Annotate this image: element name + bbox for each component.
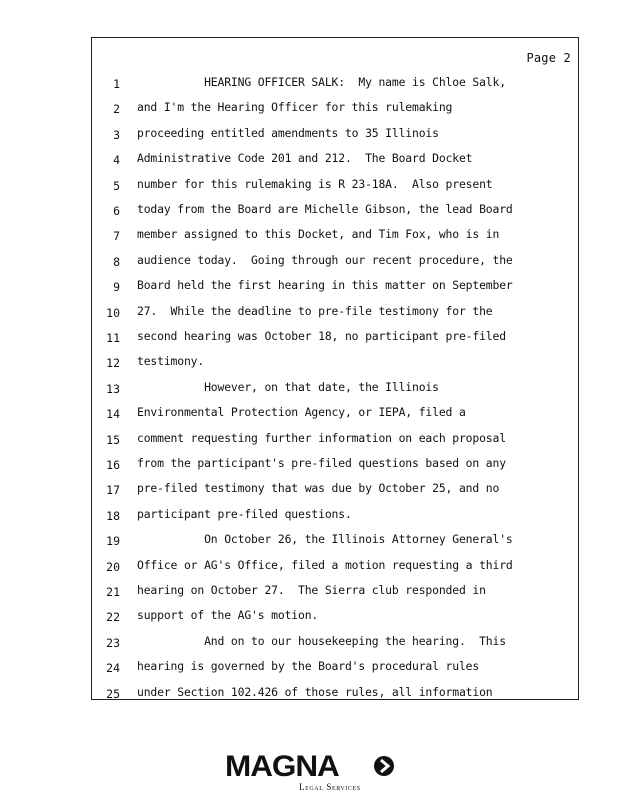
line-text: today from the Board are Michelle Gibson, the lead Board	[137, 202, 513, 216]
line-text: support of the AG's motion.	[137, 608, 319, 623]
transcript-line	[92, 253, 580, 278]
line-number: 1	[113, 77, 120, 91]
transcript-line	[92, 685, 580, 710]
transcript-line	[92, 126, 580, 151]
line-text: pre-filed testimony that was due by October 25, and no	[137, 481, 500, 496]
line-number: 19	[106, 534, 120, 549]
transcript-line	[92, 278, 580, 303]
transcript-line	[92, 583, 580, 608]
line-number: 17	[106, 483, 120, 498]
line-number: 22	[106, 610, 120, 625]
line-number: 20	[106, 559, 120, 574]
logo-wordmark: MAGNA	[225, 750, 339, 783]
logo-subtitle: Legal Services	[299, 782, 361, 792]
line-number: 18	[106, 508, 120, 523]
transcript-line	[92, 177, 580, 202]
line-number: 7	[113, 229, 120, 244]
line-text: number for this rulemaking is R 23-18A. Also present	[137, 176, 493, 191]
transcript-line	[92, 659, 580, 684]
line-text: from the participant's pre-filed questions based on any	[137, 456, 506, 470]
transcript-line	[92, 431, 580, 456]
line-text: under Section 102.426 of those rules, all information	[137, 684, 493, 699]
transcript-line	[92, 329, 580, 354]
line-number: 25	[106, 686, 120, 701]
line-text: hearing on October 27. The Sierra club responded in	[137, 583, 486, 597]
line-text: and I'm the Hearing Officer for this rulemaking	[137, 100, 453, 115]
line-text: Environmental Protection Agency, or IEPA, filed a	[137, 405, 466, 420]
line-text: comment requesting further information on each proposal	[137, 430, 506, 445]
line-number: 15	[106, 432, 120, 447]
line-number: 2	[113, 102, 120, 117]
line-number: 3	[113, 127, 120, 142]
transcript-line	[92, 304, 580, 329]
transcript-line	[92, 202, 580, 227]
line-text: Board held the first hearing in this matter on September	[137, 278, 513, 293]
line-number: 5	[113, 178, 120, 193]
transcript-page	[91, 37, 579, 700]
transcript-line	[92, 75, 580, 100]
line-number: 6	[113, 204, 120, 218]
transcript-line	[92, 354, 580, 379]
transcript-line	[92, 481, 580, 506]
transcript-line	[92, 634, 580, 659]
transcript-line	[92, 558, 580, 583]
transcript-line	[92, 532, 580, 557]
transcript-line	[92, 507, 580, 532]
line-text: HEARING OFFICER SALK: My name is Chloe Salk,	[137, 75, 506, 89]
line-text: member assigned to this Docket, and Tim Fox, who is in	[137, 227, 500, 242]
line-number: 16	[106, 458, 120, 472]
transcript-line	[92, 608, 580, 633]
line-text: participant pre-filed questions.	[137, 506, 352, 521]
line-text: On October 26, the Illinois Attorney General's	[137, 532, 513, 547]
line-number: 8	[113, 254, 120, 269]
line-text: hearing is governed by the Board's procedural rules	[137, 659, 480, 674]
line-number: 9	[113, 280, 120, 295]
line-number: 4	[113, 153, 120, 168]
transcript-line	[92, 380, 580, 405]
line-text: second hearing was October 18, no participant pre-filed	[137, 329, 506, 343]
line-number: 24	[106, 661, 120, 676]
line-number: 21	[106, 585, 120, 599]
transcript-line	[92, 456, 580, 481]
line-number: 13	[106, 381, 120, 396]
transcript-line	[92, 100, 580, 125]
page-number: Page 2	[526, 51, 571, 65]
magna-logo	[225, 752, 400, 792]
line-text: 27. While the deadline to pre-file testimony for the	[137, 303, 493, 318]
line-number: 12	[106, 356, 120, 371]
line-number: 11	[106, 331, 120, 345]
transcript-line	[92, 227, 580, 252]
line-number: 23	[106, 635, 120, 650]
transcript-line	[92, 405, 580, 430]
line-number: 10	[106, 305, 120, 320]
line-text: However, on that date, the Illinois	[137, 379, 439, 394]
line-text: Office or AG's Office, filed a motion requesting a third	[137, 557, 513, 572]
line-text: proceeding entitled amendments to 35 Illinois	[137, 125, 439, 140]
line-text: Administrative Code 201 and 212. The Board Docket	[137, 151, 473, 166]
line-text: audience today. Going through our recent procedure, the	[137, 252, 513, 267]
line-text: testimony.	[137, 354, 205, 369]
chevron-right-circle-icon	[373, 755, 395, 777]
line-number: 14	[106, 407, 120, 422]
line-text: And on to our housekeeping the hearing. This	[137, 633, 506, 648]
transcript-line	[92, 151, 580, 176]
